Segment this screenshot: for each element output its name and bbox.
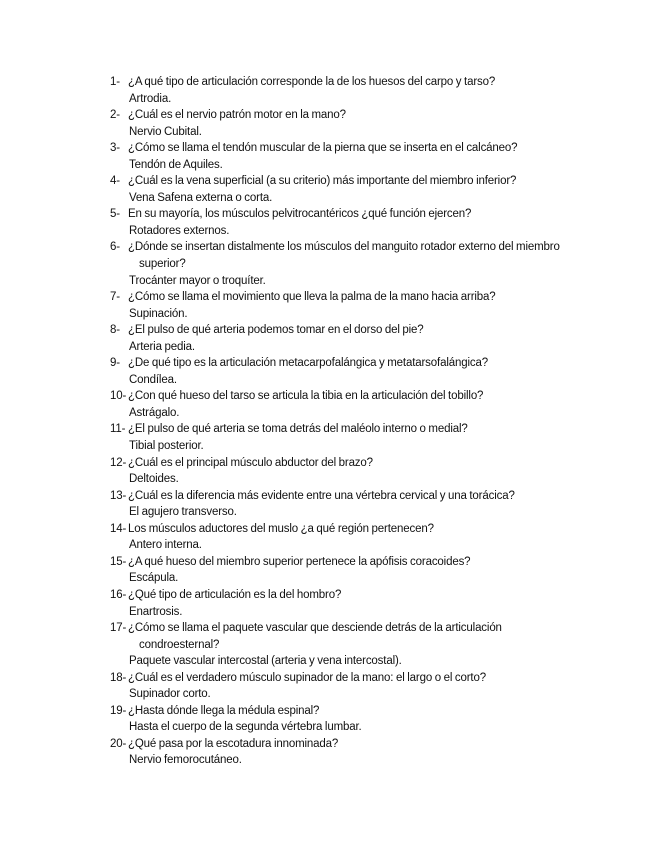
answer-text: Condílea. bbox=[129, 373, 177, 386]
question-line bbox=[110, 388, 580, 405]
question-text: ¿Cuál es la diferencia más evidente entre una vértebra cervical y una torácica? bbox=[128, 489, 515, 502]
answer-text: Nervio femorocutáneo. bbox=[129, 754, 242, 767]
question-line bbox=[110, 620, 580, 637]
answer-text: Astrágalo. bbox=[129, 406, 180, 419]
question-text-continued: condroesternal? bbox=[139, 638, 220, 651]
answer-text: Enartrosis. bbox=[129, 605, 183, 618]
answer-text: Arteria pedia. bbox=[129, 340, 195, 353]
answer-text: Supinador corto. bbox=[129, 688, 211, 701]
question-line bbox=[110, 488, 580, 505]
answer-text: Vena Safena externa o corta. bbox=[129, 191, 273, 204]
question-line bbox=[110, 206, 580, 223]
question-line bbox=[110, 173, 580, 190]
question-line bbox=[110, 670, 580, 687]
question-number: 13- bbox=[110, 489, 127, 502]
question-text: ¿Cómo se llama el tendón muscular de la pierna que se inserta en el calcáneo? bbox=[128, 142, 518, 155]
question-line bbox=[110, 421, 580, 438]
question-number: 4- bbox=[110, 175, 120, 188]
question-item bbox=[110, 620, 580, 670]
question-item bbox=[110, 140, 580, 173]
answer-text: Antero interna. bbox=[129, 539, 202, 552]
question-item bbox=[110, 421, 580, 454]
question-line bbox=[110, 736, 580, 753]
question-text: ¿Cómo se llama el movimiento que lleva la palma de la mano hacia arriba? bbox=[128, 291, 496, 304]
question-number: 6- bbox=[110, 241, 120, 254]
question-text: ¿A qué tipo de articulación corresponde la de los huesos del carpo y tarso? bbox=[128, 76, 496, 88]
question-text: ¿Dónde se insertan distalmente los músculos del manguito rotador externo del miembro bbox=[128, 241, 560, 254]
question-item bbox=[110, 488, 580, 521]
question-item bbox=[110, 239, 580, 289]
question-line bbox=[110, 74, 580, 91]
question-number: 18- bbox=[110, 671, 127, 684]
question-text: ¿Con qué hueso del tarso se articula la tibia en la articulación del tobillo? bbox=[128, 390, 484, 403]
question-line bbox=[110, 239, 580, 256]
question-text: En su mayoría, los músculos pelvitrocantéricos ¿qué función ejercen? bbox=[128, 208, 472, 221]
answer-text: Paquete vascular intercostal (arteria y vena intercostal). bbox=[129, 655, 402, 668]
question-line bbox=[110, 587, 580, 604]
question-text: ¿Cuál es la vena superficial (a su criterio) más importante del miembro inferior? bbox=[128, 175, 517, 188]
question-number: 1- bbox=[110, 76, 120, 88]
question-item bbox=[110, 703, 580, 736]
answer-text: Artrodia. bbox=[129, 92, 172, 105]
question-item bbox=[110, 173, 580, 206]
question-number: 14- bbox=[110, 522, 127, 535]
question-line bbox=[110, 107, 580, 124]
question-line bbox=[110, 554, 580, 571]
question-number: 17- bbox=[110, 622, 127, 635]
question-answer-list bbox=[110, 74, 580, 769]
question-text: ¿Qué tipo de articulación es la del hombro? bbox=[128, 588, 342, 601]
question-number: 16- bbox=[110, 588, 127, 601]
question-number: 7- bbox=[110, 291, 120, 304]
question-line bbox=[110, 521, 580, 538]
question-number: 11- bbox=[110, 423, 126, 436]
question-text: ¿Hasta dónde llega la médula espinal? bbox=[128, 704, 320, 717]
answer-text: Deltoides. bbox=[129, 473, 179, 486]
question-item bbox=[110, 554, 580, 587]
question-line bbox=[110, 455, 580, 472]
answer-text: Trocánter mayor o troquíter. bbox=[129, 274, 266, 287]
question-item bbox=[110, 587, 580, 620]
question-item bbox=[110, 74, 580, 107]
question-line bbox=[110, 355, 580, 372]
question-line bbox=[110, 289, 580, 306]
question-text: ¿Cómo se llama el paquete vascular que desciende detrás de la articulación bbox=[128, 622, 502, 635]
question-number: 12- bbox=[110, 456, 127, 469]
question-item bbox=[110, 322, 580, 355]
question-line bbox=[110, 703, 580, 720]
question-number: 2- bbox=[110, 109, 120, 122]
question-text: ¿A qué hueso del miembro superior pertenece la apófisis coracoides? bbox=[128, 555, 471, 568]
question-number: 8- bbox=[110, 324, 120, 337]
question-text-continued: superior? bbox=[139, 258, 186, 271]
question-item bbox=[110, 455, 580, 488]
question-text: ¿De qué tipo es la articulación metacarpofalángica y metatarsofalángica? bbox=[128, 357, 488, 370]
question-item bbox=[110, 355, 580, 388]
answer-text: Tibial posterior. bbox=[129, 440, 204, 453]
question-number: 15- bbox=[110, 555, 127, 568]
question-number: 9- bbox=[110, 357, 120, 370]
question-number: 19- bbox=[110, 704, 127, 717]
question-text: ¿Cuál es el nervio patrón motor en la mano? bbox=[128, 109, 346, 122]
question-text: ¿El pulso de qué arteria podemos tomar en el dorso del pie? bbox=[128, 324, 424, 337]
answer-text: Escápula. bbox=[129, 572, 179, 585]
question-text: ¿Cuál es el principal músculo abductor del brazo? bbox=[128, 456, 373, 469]
question-item bbox=[110, 107, 580, 140]
question-number: 10- bbox=[110, 390, 127, 403]
answer-text: Hasta el cuerpo de la segunda vértebra lumbar. bbox=[129, 721, 362, 734]
question-text: ¿El pulso de qué arteria se toma detrás del maléolo interno o medial? bbox=[128, 423, 468, 436]
question-item bbox=[110, 388, 580, 421]
question-number: 3- bbox=[110, 142, 120, 155]
question-line bbox=[110, 140, 580, 157]
question-number: 5- bbox=[110, 208, 120, 221]
answer-text: Nervio Cubital. bbox=[129, 125, 202, 138]
question-number: 20- bbox=[110, 737, 127, 750]
answer-text: El agujero transverso. bbox=[129, 506, 237, 519]
question-item bbox=[110, 206, 580, 239]
answer-text: Tendón de Aquiles. bbox=[129, 158, 223, 171]
answer-text: Rotadores externos. bbox=[129, 224, 230, 237]
question-text: ¿Cuál es el verdadero músculo supinador de la mano: el largo o el corto? bbox=[128, 671, 486, 684]
question-line bbox=[110, 322, 580, 339]
question-item bbox=[110, 289, 580, 322]
question-item bbox=[110, 670, 580, 703]
question-item bbox=[110, 736, 580, 769]
question-text: ¿Qué pasa por la escotadura innominada? bbox=[128, 737, 339, 750]
question-text: Los músculos aductores del muslo ¿a qué región pertenecen? bbox=[128, 522, 434, 535]
answer-text: Supinación. bbox=[129, 307, 188, 320]
question-item bbox=[110, 521, 580, 554]
